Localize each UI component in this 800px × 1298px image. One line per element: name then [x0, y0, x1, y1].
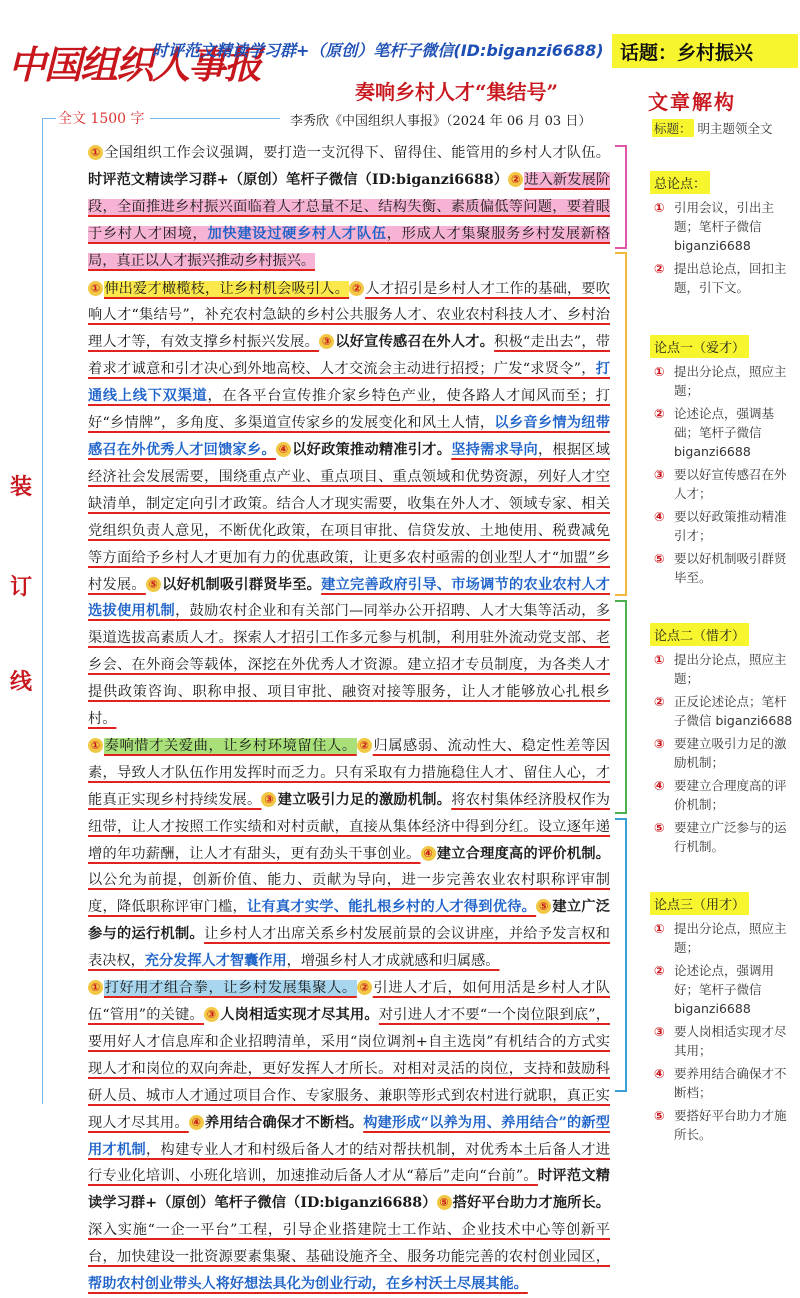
- marker-2: ②: [349, 281, 364, 296]
- structure-sidebar: [648, 86, 796, 1148]
- measure-heading: 建立广泛参与的运行机制。: [88, 899, 610, 943]
- key-phrase: 让有真才实学、能扎根乡村的人才得到优待。: [247, 899, 537, 916]
- key-phrase: 建立完善政府引导、市场调节的农业农村人才选拔使用机制: [88, 576, 610, 620]
- sidebar-title-desc: 明主题领全文: [697, 121, 773, 136]
- marker-1: ①: [88, 980, 103, 995]
- sidebar-section-head: 论点二（惜才）: [650, 623, 749, 646]
- sidebar-item: [654, 650, 796, 688]
- sidebar-item-text: 提出分论点，照应主题；: [674, 364, 787, 398]
- sentence: 引进人才后，如何用活是乡村人才队伍“管用”的关键。: [88, 980, 610, 1023]
- sidebar-item: [654, 1022, 796, 1060]
- marker-2: ②: [357, 738, 372, 753]
- sidebar-item: [654, 961, 796, 1018]
- sidebar-item-text: 要建立吸引力足的激励机制；: [674, 736, 787, 770]
- sidebar-marker: ①: [654, 652, 665, 667]
- sentence: 让乡村人才出席关系乡村发展前景的会议讲座，并给予发言权和表决权，: [88, 926, 610, 970]
- sentence: 进入新发展阶段，全面推进乡村振兴面临着人才总量不足、结构失衡、素质偏低等问题，要着眼于乡村人才困境，: [88, 171, 610, 242]
- measure-heading: 搭好平台助力才施所长。: [452, 1195, 610, 1212]
- sidebar-item-text: 要以好宣传感召在外人才；: [674, 467, 787, 501]
- watermark-text: 时评范文精读学习群+（原创）笔杆子微信（ID:biganzi6688）: [88, 171, 509, 188]
- marker-1: ①: [88, 145, 103, 160]
- article-body: [88, 140, 610, 1298]
- binding-char: 装: [10, 474, 33, 500]
- sidebar-marker: ⑤: [654, 820, 665, 835]
- marker-4: ④: [421, 846, 436, 861]
- sidebar-item: [654, 919, 796, 957]
- sidebar-item-text: 提出分论点，照应主题；: [674, 652, 787, 686]
- sentence: ，增强乡村人才成就感和归属感。: [286, 953, 500, 970]
- word-count: 全文 1500 字: [58, 111, 145, 127]
- newspaper-logo: 中国组织人事报: [8, 43, 261, 87]
- sidebar-marker: ⑤: [654, 551, 665, 566]
- sidebar-item-text: 正反论述论点；笔杆子微信 biganzi6688: [674, 694, 793, 728]
- sentence: ，根据区域经济社会发展需要，围绕重点产业、重点项目、重点领域和优势资源，列好人才空缺清单，制定定向引才政策。结合人才现实需要，收集在外人才、领域专家、相关党组织负责人意见，不断优化政策，在项目审批、信贷发放、土地使用、税费减免等方面给予乡村人才更加有力的优惠政策，让更多农村亟需的创业型人才“加盟”乡村发展。: [88, 441, 610, 593]
- sidebar-item: [654, 198, 796, 255]
- sidebar-item-text: 提出总论点，回扣主题，引下文。: [674, 261, 787, 295]
- paragraph-point2: [88, 733, 610, 975]
- sidebar-item-text: 提出分论点，照应主题；: [674, 921, 787, 955]
- sidebar-title: 文章解构: [648, 90, 736, 114]
- subpoint-heading: 奏响惜才关爱曲，让乡村环境留住人。: [104, 737, 357, 754]
- sentence: ，鼓励农村企业和有关部门—同举办公开招聘、人才大集等活动，多渠道选拔高素质人才。探索人才招引工作多元参与机制，利用驻外流动党支部、老乡会、在外商会等载体，深挖在外优秀人才资源。建立招才专员制度，为各类人才提供政策咨询、职称申报、项目审批、融资对接等服务，让人才能够放心扎根乡村。: [88, 603, 610, 728]
- sentence: ，构建专业人才和村级后备人才的结对帮扶机制，对优秀本土后备人才进行专业化培训、小班化培训，加速推动后备人才从“幕后”走向“台前”。: [88, 1141, 610, 1185]
- measure-heading: 建立合理度高的评价机制。: [436, 845, 610, 862]
- sentence: 以公允为前提，创新价值、能力、贡献为导向，进一步完善农业农村职称评审制度，降低职称评审门槛，: [88, 872, 610, 916]
- marker-4: ④: [276, 442, 291, 457]
- byline: 李秀欣《中国组织人事报》（2024 年 06 月 03 日）: [290, 114, 592, 129]
- watermark-text: 时评范文精读学习群+（原创）笔杆子微信（ID:biganzi6688）: [88, 1168, 610, 1212]
- binding-char: 线: [10, 669, 33, 695]
- sidebar-item-text: 要搭好平台助力才施所长。: [674, 1108, 787, 1142]
- key-phrase: 帮助农村创业带头人将好想法具化为创业行动，在乡村沃土尽展其能。: [88, 1276, 528, 1293]
- sidebar-marker: ③: [654, 467, 665, 482]
- sidebar-marker: ⑤: [654, 1108, 665, 1123]
- sidebar-marker: ①: [654, 200, 665, 215]
- measure-heading: 人岗相适实现才尽其用。: [219, 1007, 379, 1023]
- key-phrase: 坚持需求导向: [451, 441, 538, 458]
- sidebar-item: [654, 507, 796, 545]
- sentence: 人才招引是乡村人才工作的基础，要吹响人才“集结号”，补充农村急缺的乡村公共服务人才、农业农村科技人才、乡村治理人才等，有效支撑乡村振兴发展。: [88, 280, 610, 351]
- sidebar-item: [654, 259, 796, 297]
- sidebar-marker: ①: [654, 364, 665, 379]
- sidebar-marker: ②: [654, 261, 665, 276]
- marker-4: ④: [189, 1115, 204, 1130]
- marker-3: ③: [319, 334, 334, 349]
- sidebar-marker: ②: [654, 694, 665, 709]
- sidebar-section-head: 论点一（爱才）: [650, 335, 749, 358]
- sidebar-item-text: 论述论点，强调基础；笔杆子微信 biganzi6688: [674, 406, 775, 459]
- marker-1: ①: [88, 281, 103, 296]
- paragraph-point3: [88, 975, 610, 1298]
- sidebar-marker: ③: [654, 736, 665, 751]
- sidebar-title-label: 标题：: [654, 121, 692, 136]
- sidebar-marker: ②: [654, 963, 665, 978]
- sidebar-item-text: 论述论点，强调用好；笔杆子微信 biganzi6688: [674, 963, 775, 1016]
- article-title: 奏响乡村人才“集结号”: [355, 80, 559, 104]
- marker-3: ③: [204, 1007, 219, 1022]
- sidebar-title-row: [652, 119, 796, 137]
- section-bracket-intro: [615, 145, 627, 249]
- marker-2: ②: [357, 980, 372, 995]
- sidebar-item: [654, 818, 796, 856]
- subpoint-heading: 打好用才组合拳，让乡村发展集聚人。: [104, 980, 357, 997]
- sentence: 积极“走出去”，带着求才诚意和引才决心到外地高校、人才交流会主动进行招授；广发“求贤令”，: [88, 334, 610, 378]
- sidebar-item: [654, 362, 796, 400]
- measure-heading: 以好宣传感召在外人才。: [335, 334, 495, 351]
- measure-heading: 建立吸引力足的激励机制。: [277, 791, 452, 808]
- key-phrase: 构建形成“以养为用、养用结合”的新型用才机制: [88, 1114, 610, 1158]
- paragraph-intro: [88, 140, 610, 275]
- thesis-text: 加快建设过硬乡村人才队伍: [207, 225, 387, 242]
- sidebar-item-text: 要以好机制吸引群贤毕至。: [674, 551, 787, 585]
- section-bracket-point1: [615, 252, 627, 596]
- binding-line: [42, 118, 43, 1104]
- sidebar-item-text: 要以好政策推动精准引才；: [674, 509, 787, 543]
- sidebar-marker: ④: [654, 1066, 665, 1081]
- binding-char: 订: [10, 574, 33, 600]
- sentence: 归属感弱、流动性大、稳定性差等因素，导致人才队伍作用发挥时而乏力。只有采取有力措施稳住人才、留住人心，才能真正实现乡村持续发展。: [88, 737, 610, 808]
- paragraph-point1: [88, 276, 610, 733]
- sidebar-item: [654, 1106, 796, 1144]
- subpoint-heading: 伸出爱才橄榄枝，让乡村机会吸引人。: [104, 280, 350, 297]
- binding-line-top-2: [150, 118, 280, 119]
- marker-1: ①: [88, 738, 103, 753]
- key-phrase: 以乡音乡情为纽带感召在外优秀人才回馈家乡。: [88, 415, 610, 458]
- sidebar-item: [654, 404, 796, 461]
- sentence: 深入实施“一企一平台”工程，引导企业搭建院士工作站、企业技术中心等创新平台，加快建设一批资源要素集聚、基础设施齐全、服务功能完善的农村创业园区，: [88, 1222, 610, 1266]
- section-bracket-point2: [615, 600, 627, 814]
- measure-heading: 养用结合确保才不断档。: [204, 1114, 364, 1131]
- sentence: 对引进人才不要“一个岗位限到底”，要用好人才信息库和企业招聘清单，采用“岗位调剂+自主选岗”有机结合的方式实现人才和岗位的双向奔赴，更好发挥人才所长。对相对灵活的岗位，支持和鼓励科研人员、城市人才通过项目合作、专家服务、兼职等形式到农村进行就职，真正实现人才尽其用。: [88, 1007, 610, 1131]
- sentence: 全国组织工作会议强调，要打造一支沉得下、留得住、能管用的乡村人才队伍。: [104, 145, 610, 161]
- sidebar-item: [654, 465, 796, 503]
- group-title: 时评范文精读学习群+（原创）笔杆子微信(ID:biganzi6688): [152, 41, 604, 60]
- sidebar-marker: ③: [654, 1024, 665, 1039]
- sidebar-section-head: 总论点：: [650, 171, 710, 194]
- sentence: ，形成人才集聚服务乡村发展新格局，真正以人才振兴推动乡村振兴。: [88, 225, 610, 269]
- marker-5: ⑤: [146, 577, 161, 592]
- key-phrase: 打通线上线下双渠道: [88, 361, 610, 405]
- sentence: ，在各平台宣传推介家乡特色产业，使各路人才闻风而至；打好“乡情牌”，多角度、多渠道宣传家乡的发展变化和风土人情，: [88, 388, 610, 432]
- sidebar-item-text: 要养用结合确保才不断档；: [674, 1066, 787, 1100]
- sidebar-item: [654, 692, 796, 730]
- key-phrase: 充分发挥人才智囊作用: [144, 953, 287, 970]
- sidebar-marker: ④: [654, 778, 665, 793]
- sidebar-marker: ①: [654, 921, 665, 936]
- sidebar-marker: ④: [654, 509, 665, 524]
- sidebar-item-text: 要人岗相适实现才尽其用；: [674, 1024, 787, 1058]
- marker-2: ②: [508, 172, 523, 187]
- section-bracket-point3: [615, 818, 627, 1092]
- sentence: 将农村集体经济股权作为纽带，让人才按照工作实绩和对村贡献，直接从集体经济中得到分红。设立逐年递增的年功薪酬，让人才有甜头，更有劲头干事创业。: [88, 791, 610, 862]
- marker-3: ③: [261, 792, 276, 807]
- sidebar-item: [654, 549, 796, 587]
- sidebar-item-text: 要建立广泛参与的运行机制。: [674, 820, 787, 854]
- measure-heading: 以好政策推动精准引才。: [291, 441, 452, 458]
- sidebar-item: [654, 776, 796, 814]
- measure-heading: 以好机制吸引群贤毕至。: [161, 576, 322, 593]
- sidebar-item: [654, 1064, 796, 1102]
- sidebar-item: [654, 734, 796, 772]
- marker-5: ⑤: [536, 899, 551, 914]
- sidebar-section-head: 论点三（用才）: [650, 892, 749, 915]
- binding-line-top: [42, 118, 56, 119]
- topic-badge: 话题：乡村振兴: [612, 34, 798, 68]
- sidebar-item-text: 引用会议，引出主题；笔杆子微信 biganzi6688: [674, 200, 775, 253]
- sidebar-marker: ②: [654, 406, 665, 421]
- marker-5: ⑤: [437, 1195, 452, 1210]
- sidebar-item-text: 要建立合理度高的评价机制；: [674, 778, 787, 812]
